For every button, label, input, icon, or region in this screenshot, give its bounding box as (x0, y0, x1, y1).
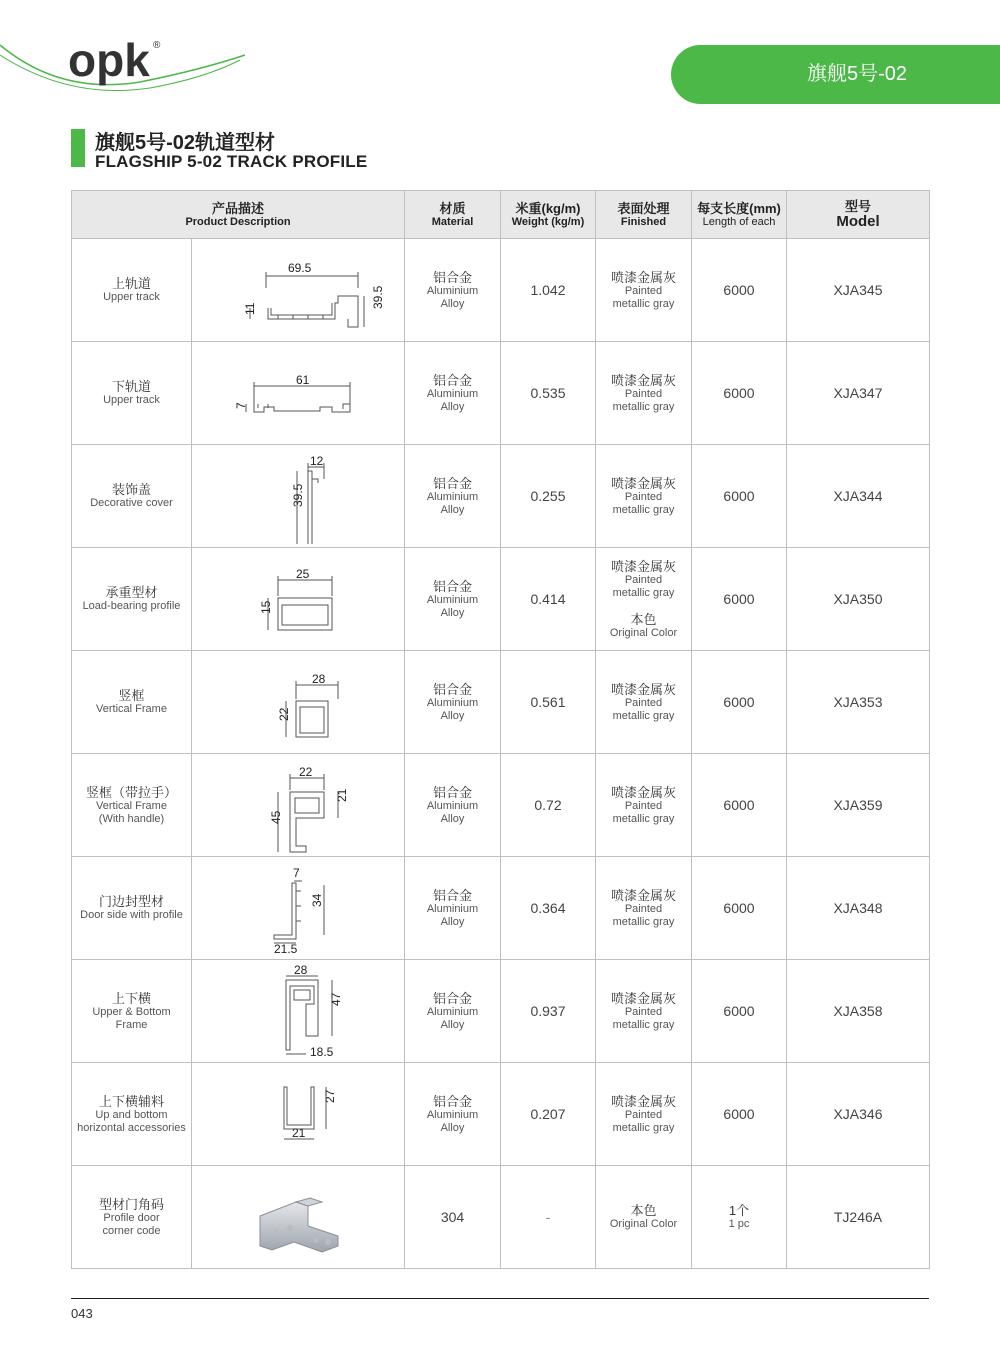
product-name: 装饰盖 Decorative cover (72, 445, 192, 548)
length-value: 6000 (692, 651, 787, 754)
header-material: 材质 Material (405, 191, 501, 239)
table-header-row (72, 191, 930, 239)
svg-text:11: 11 (243, 302, 257, 315)
weight-value: 0.937 (501, 960, 596, 1063)
corner-code-image (198, 1170, 398, 1265)
model-code: XJA359 (787, 754, 930, 857)
profile-drawing (192, 857, 405, 960)
finish: 喷漆金属灰 Painted metallic gray (596, 651, 692, 754)
profile-drawing (192, 342, 405, 445)
model-code: XJA346 (787, 1063, 930, 1166)
table-row (72, 1166, 930, 1269)
model-code: XJA348 (787, 857, 930, 960)
model-code: TJ246A (787, 1166, 930, 1269)
svg-text:61: 61 (296, 372, 310, 387)
finish: 喷漆金属灰 Painted metallic gray (596, 857, 692, 960)
profile-drawing-upper-track (198, 243, 398, 338)
product-name: 型材门角码 Profile door corner code (72, 1166, 192, 1269)
model-code: XJA347 (787, 342, 930, 445)
header-weight: 米重(kg/m) Weight (kg/m) (501, 191, 596, 239)
svg-text:25: 25 (296, 566, 310, 581)
finish: 喷漆金属灰 Painted metallic gray (596, 342, 692, 445)
finish: 喷漆金属灰 Painted metallic gray (596, 445, 692, 548)
page-title-cn: 旗舰5号-02轨道型材 (95, 132, 276, 154)
material: 铝合金 Aluminium Alloy (405, 754, 501, 857)
length-value: 6000 (692, 342, 787, 445)
table-row (72, 239, 930, 342)
profile-drawing-load-bearing (198, 552, 398, 647)
table-row (72, 960, 930, 1063)
profile-drawing (192, 445, 405, 548)
svg-text:28: 28 (312, 671, 326, 686)
svg-text:7: 7 (293, 865, 300, 880)
weight-value: 0.561 (501, 651, 596, 754)
weight-value: 0.535 (501, 342, 596, 445)
model-code: XJA353 (787, 651, 930, 754)
table-row (72, 754, 930, 857)
table-row (72, 1063, 930, 1166)
title-accent-bar (71, 129, 85, 167)
profile-drawing (192, 754, 405, 857)
material: 铝合金 Aluminium Alloy (405, 239, 501, 342)
weight-value: 0.72 (501, 754, 596, 857)
finish: 喷漆金属灰 Painted metallic gray (596, 1063, 692, 1166)
length-value: 6000 (692, 239, 787, 342)
material: 铝合金 Aluminium Alloy (405, 960, 501, 1063)
finish: 喷漆金属灰 Painted metallic gray (596, 960, 692, 1063)
product-name: 竖框（带拉手） Vertical Frame (With handle) (72, 754, 192, 857)
svg-text:18.5: 18.5 (310, 1044, 334, 1059)
page-number: 043 (71, 1306, 93, 1321)
svg-text:28: 28 (294, 963, 308, 977)
model-code: XJA345 (787, 239, 930, 342)
svg-text:21: 21 (292, 1125, 306, 1140)
length-value: 6000 (692, 548, 787, 651)
header-finish: 表面处理 Finished (596, 191, 692, 239)
length-value: 1个 1 pc (692, 1166, 787, 1269)
length-value: 6000 (692, 754, 787, 857)
logo-registered: ® (153, 40, 161, 51)
svg-text:21.5: 21.5 (274, 941, 298, 956)
svg-text:22: 22 (277, 707, 291, 721)
svg-text:15: 15 (259, 600, 273, 614)
svg-text:47: 47 (329, 992, 343, 1006)
svg-text:27: 27 (323, 1089, 337, 1103)
svg-text:69.5: 69.5 (288, 260, 312, 275)
material: 铝合金 Aluminium Alloy (405, 445, 501, 548)
length-value: 6000 (692, 445, 787, 548)
product-name: 上下横 Upper & Bottom Frame (72, 960, 192, 1063)
logo-text: opk (68, 34, 150, 86)
material: 铝合金 Aluminium Alloy (405, 548, 501, 651)
product-name: 门边封型材 Door side with profile (72, 857, 192, 960)
svg-text:21: 21 (335, 788, 349, 802)
section-tag (671, 45, 1000, 104)
material: 铝合金 Aluminium Alloy (405, 342, 501, 445)
weight-value: 0.364 (501, 857, 596, 960)
length-value: 6000 (692, 1063, 787, 1166)
weight-value: 1.042 (501, 239, 596, 342)
svg-text:7: 7 (234, 401, 248, 409)
product-name: 竖框 Vertical Frame (72, 651, 192, 754)
profile-drawing-upper-bottom-frame (198, 964, 398, 1059)
weight-value: - (501, 1166, 596, 1269)
profile-drawing (192, 651, 405, 754)
table-row (72, 445, 930, 548)
finish: 本色 Original Color (596, 1166, 692, 1269)
finish: 喷漆金属灰 Painted metallic gray (596, 239, 692, 342)
material: 铝合金 Aluminium Alloy (405, 651, 501, 754)
weight-value: 0.414 (501, 548, 596, 651)
profile-drawing-vertical-frame (198, 655, 398, 750)
svg-text:22: 22 (299, 764, 313, 779)
material: 铝合金 Aluminium Alloy (405, 857, 501, 960)
brand-logo (0, 0, 260, 100)
svg-text:39.5: 39.5 (291, 483, 305, 507)
model-code: XJA344 (787, 445, 930, 548)
page-title-en: FLAGSHIP 5-02 TRACK PROFILE (95, 152, 368, 171)
header-description: 产品描述 Product Description (72, 191, 405, 239)
svg-text:45: 45 (269, 810, 283, 824)
product-name: 承重型材 Load-bearing profile (72, 548, 192, 651)
profile-drawing (192, 239, 405, 342)
spec-table (71, 190, 930, 1269)
profile-drawing (192, 960, 405, 1063)
length-value: 6000 (692, 960, 787, 1063)
weight-value: 0.207 (501, 1063, 596, 1166)
svg-text:34: 34 (310, 893, 324, 907)
profile-drawing-decorative-cover (198, 449, 398, 544)
profile-drawing (192, 1063, 405, 1166)
finish: 喷漆金属灰 Painted metallic gray 本色 Original Color (596, 548, 692, 651)
table-row (72, 651, 930, 754)
material: 铝合金 Aluminium Alloy (405, 1063, 501, 1166)
profile-drawing-accessories (198, 1067, 398, 1162)
header-length: 每支长度(mm) Length of each (692, 191, 787, 239)
header-model: 型号 Model (787, 191, 930, 239)
product-name: 下轨道 Upper track (72, 342, 192, 445)
profile-drawing-vertical-frame-handle (198, 758, 398, 853)
svg-text:12: 12 (310, 453, 324, 468)
weight-value: 0.255 (501, 445, 596, 548)
finish: 喷漆金属灰 Painted metallic gray (596, 754, 692, 857)
product-name: 上轨道 Upper track (72, 239, 192, 342)
model-code: XJA358 (787, 960, 930, 1063)
model-code: XJA350 (787, 548, 930, 651)
product-name: 上下横辅料 Up and bottom horizontal accessories (72, 1063, 192, 1166)
section-tag-label: 旗舰5号-02 (807, 63, 908, 85)
svg-text:39.5: 39.5 (371, 285, 385, 309)
profile-drawing-door-side (198, 861, 398, 956)
profile-drawing (192, 548, 405, 651)
length-value: 6000 (692, 857, 787, 960)
profile-drawing-lower-track (198, 346, 398, 441)
table-row (72, 548, 930, 651)
footer-divider (71, 1298, 929, 1299)
table-row (72, 857, 930, 960)
material: 304 (405, 1166, 501, 1269)
profile-drawing (192, 1166, 405, 1269)
table-row (72, 342, 930, 445)
